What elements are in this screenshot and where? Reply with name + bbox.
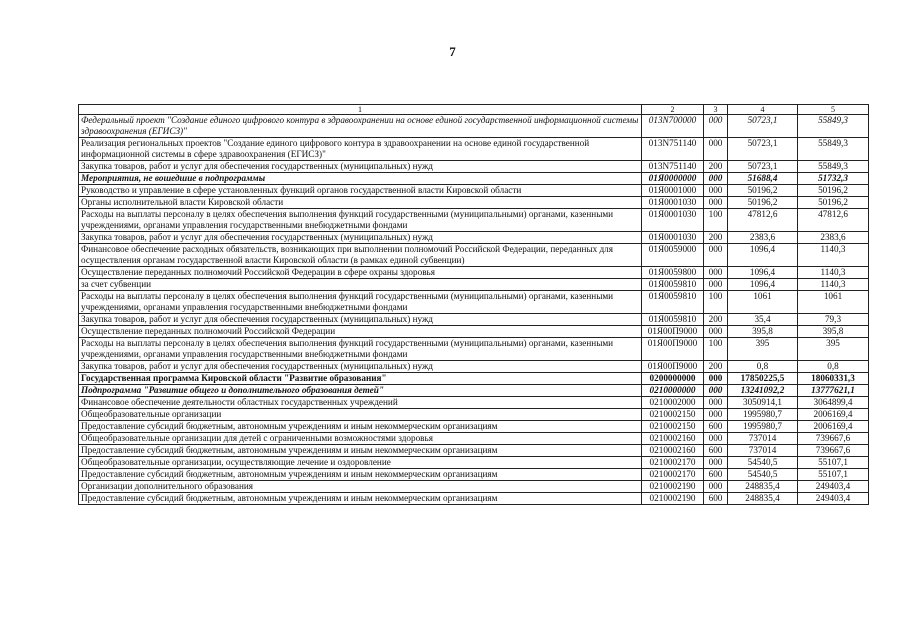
row-vr-cell: 000 — [704, 173, 728, 185]
row-code-cell: 0210002170 — [642, 469, 704, 481]
row-name-cell: Закупка товаров, работ и услуг для обеспечения государственных (муниципальных) нужд — [79, 314, 642, 326]
row-name-cell: Предоставление субсидий бюджетным, автономным учреждениям и иным некоммерческим организациям — [79, 493, 642, 505]
row-vr-cell: 200 — [704, 161, 728, 173]
table-row — [79, 338, 869, 361]
row-value-2020-cell: 55849,3 — [798, 138, 869, 161]
table-row — [79, 433, 869, 445]
table-row — [79, 457, 869, 469]
row-value-2020-cell: 1140,3 — [798, 244, 869, 267]
table-row — [79, 279, 869, 291]
row-value-2020-cell: 2383,6 — [798, 232, 869, 244]
table-row — [79, 385, 869, 397]
row-vr-cell: 000 — [704, 457, 728, 469]
row-value-2019-cell: 2383,6 — [728, 232, 798, 244]
row-vr-cell: 000 — [704, 433, 728, 445]
row-vr-cell: 000 — [704, 138, 728, 161]
row-name-cell: Федеральный проект "Создание единого цифрового контура в здравоохранении на основе единой государственной информационной системы здравоохранения (ЕГИСЗ)" — [79, 115, 642, 138]
row-vr-cell: 000 — [704, 115, 728, 138]
row-vr-cell: 000 — [704, 197, 728, 209]
row-value-2019-cell: 1995980,7 — [728, 409, 798, 421]
table-row — [79, 445, 869, 457]
table-row — [79, 409, 869, 421]
table-row — [79, 481, 869, 493]
row-value-2020-cell: 249403,4 — [798, 493, 869, 505]
row-name-cell: Мероприятия, не вошедшие в подпрограммы — [79, 173, 642, 185]
row-value-2019-cell: 1096,4 — [728, 267, 798, 279]
row-name-cell: за счет субвенции — [79, 279, 642, 291]
table-row — [79, 291, 869, 314]
row-value-2020-cell: 3064899,4 — [798, 397, 869, 409]
row-code-cell: 01Я0001000 — [642, 185, 704, 197]
table-row — [79, 161, 869, 173]
row-vr-cell: 600 — [704, 445, 728, 457]
row-code-cell: 01Я0059810 — [642, 279, 704, 291]
row-value-2019-cell: 0,8 — [728, 361, 798, 373]
row-vr-cell: 000 — [704, 267, 728, 279]
row-code-cell: 0210002160 — [642, 433, 704, 445]
table-row — [79, 232, 869, 244]
row-value-2019-cell: 1061 — [728, 291, 798, 314]
row-value-2020-cell: 13777621,1 — [798, 385, 869, 397]
row-code-cell: 0210002160 — [642, 445, 704, 457]
page-number: 7 — [449, 44, 456, 59]
row-value-2020-cell: 0,8 — [798, 361, 869, 373]
budget-table — [78, 104, 869, 505]
row-value-2019-cell: 50196,2 — [728, 197, 798, 209]
row-value-2019-cell: 737014 — [728, 445, 798, 457]
row-value-2019-cell: 1096,4 — [728, 279, 798, 291]
row-value-2019-cell: 248835,4 — [728, 481, 798, 493]
table-row — [79, 314, 869, 326]
row-code-cell: 01Я00П9000 — [642, 338, 704, 361]
row-value-2019-cell: 54540,5 — [728, 457, 798, 469]
table-row — [79, 197, 869, 209]
row-name-cell: Предоставление субсидий бюджетным, автономным учреждениям и иным некоммерческим организациям — [79, 469, 642, 481]
row-code-cell: 013N751140 — [642, 161, 704, 173]
row-value-2020-cell: 1140,3 — [798, 267, 869, 279]
row-code-cell: 01Я0001030 — [642, 197, 704, 209]
row-value-2020-cell: 47812,6 — [798, 209, 869, 232]
row-code-cell: 01Я0001030 — [642, 232, 704, 244]
table-row — [79, 209, 869, 232]
row-value-2019-cell: 17850225,5 — [728, 373, 798, 385]
row-value-2020-cell: 395,8 — [798, 326, 869, 338]
row-value-2019-cell: 50723,1 — [728, 138, 798, 161]
row-value-2020-cell: 50196,2 — [798, 185, 869, 197]
table-row — [79, 397, 869, 409]
row-value-2020-cell: 51732,3 — [798, 173, 869, 185]
row-vr-cell: 000 — [704, 481, 728, 493]
table-body — [79, 115, 869, 505]
column-header-5: 5 — [798, 105, 869, 115]
row-name-cell: Финансовое обеспечение расходных обязательств, возникающих при выполнении полномочий Российской Федерации, переданных для осуществления органам государственной власти Кировской области (в рамках единой субвенции) — [79, 244, 642, 267]
column-header-4: 4 — [728, 105, 798, 115]
row-vr-cell: 100 — [704, 291, 728, 314]
row-value-2020-cell: 50196,2 — [798, 197, 869, 209]
row-code-cell: 0210002150 — [642, 409, 704, 421]
row-value-2020-cell: 395 — [798, 338, 869, 361]
row-code-cell: 01Я0059810 — [642, 291, 704, 314]
row-name-cell: Предоставление субсидий бюджетным, автономным учреждениям и иным некоммерческим организациям — [79, 421, 642, 433]
row-name-cell: Государственная программа Кировской области "Развитие образования" — [79, 373, 642, 385]
row-value-2020-cell: 739667,6 — [798, 433, 869, 445]
row-code-cell: 0210002150 — [642, 421, 704, 433]
row-value-2020-cell: 55849,3 — [798, 115, 869, 138]
row-value-2020-cell: 79,3 — [798, 314, 869, 326]
row-vr-cell: 100 — [704, 338, 728, 361]
row-vr-cell: 000 — [704, 326, 728, 338]
row-code-cell: 01Я00П9000 — [642, 326, 704, 338]
table-row — [79, 115, 869, 138]
row-name-cell: Закупка товаров, работ и услуг для обеспечения государственных (муниципальных) нужд — [79, 361, 642, 373]
table-row — [79, 244, 869, 267]
row-value-2019-cell: 50723,1 — [728, 161, 798, 173]
row-code-cell: 01Я0000000 — [642, 173, 704, 185]
row-vr-cell: 000 — [704, 185, 728, 197]
row-name-cell: Осуществление переданных полномочий Российской Федерации в сфере охраны здоровья — [79, 267, 642, 279]
row-value-2019-cell: 3050914,1 — [728, 397, 798, 409]
row-value-2020-cell: 1140,3 — [798, 279, 869, 291]
row-code-cell: 01Я0059800 — [642, 267, 704, 279]
row-value-2019-cell: 395,8 — [728, 326, 798, 338]
row-name-cell: Финансовое обеспечение деятельности областных государственных учреждений — [79, 397, 642, 409]
row-value-2019-cell: 35,4 — [728, 314, 798, 326]
row-name-cell: Органы исполнительной власти Кировской области — [79, 197, 642, 209]
row-vr-cell: 200 — [704, 314, 728, 326]
row-name-cell: Подпрограмма "Развитие общего и дополнительного образования детей" — [79, 385, 642, 397]
row-vr-cell: 000 — [704, 373, 728, 385]
row-value-2019-cell: 248835,4 — [728, 493, 798, 505]
table-row — [79, 469, 869, 481]
row-name-cell: Реализация региональных проектов "Создание единого цифрового контура в здравоохранении на основе единой государственной информационной системы в сфере здравоохранения (ЕГИСЗ)" — [79, 138, 642, 161]
row-vr-cell: 000 — [704, 397, 728, 409]
row-code-cell: 0210002190 — [642, 493, 704, 505]
row-code-cell: 0200000000 — [642, 373, 704, 385]
column-header-1: 1 — [79, 105, 642, 115]
row-code-cell: 0210002170 — [642, 457, 704, 469]
column-header-3: 3 — [704, 105, 728, 115]
table-header-row — [79, 105, 869, 115]
table-row — [79, 173, 869, 185]
row-value-2020-cell: 739667,6 — [798, 445, 869, 457]
row-name-cell: Руководство и управление в сфере установленных функций органов государственной власти Кировской области — [79, 185, 642, 197]
row-vr-cell: 600 — [704, 421, 728, 433]
table-row — [79, 185, 869, 197]
row-name-cell: Закупка товаров, работ и услуг для обеспечения государственных (муниципальных) нужд — [79, 232, 642, 244]
row-code-cell: 01Я0001030 — [642, 209, 704, 232]
row-value-2019-cell: 13241092,2 — [728, 385, 798, 397]
table-row — [79, 493, 869, 505]
column-header-2: 2 — [642, 105, 704, 115]
row-name-cell: Закупка товаров, работ и услуг для обеспечения государственных (муниципальных) нужд — [79, 161, 642, 173]
row-value-2019-cell: 50723,1 — [728, 115, 798, 138]
table-row — [79, 138, 869, 161]
row-code-cell: 01Я00П9000 — [642, 361, 704, 373]
row-name-cell: Общеобразовательные организации для детей с ограниченными возможностями здоровья — [79, 433, 642, 445]
row-value-2020-cell: 55849,3 — [798, 161, 869, 173]
row-code-cell: 0210002000 — [642, 397, 704, 409]
row-value-2019-cell: 1995980,7 — [728, 421, 798, 433]
table-row — [79, 326, 869, 338]
row-code-cell: 013N700000 — [642, 115, 704, 138]
row-vr-cell: 600 — [704, 469, 728, 481]
row-code-cell: 0210002190 — [642, 481, 704, 493]
row-code-cell: 01Я0059810 — [642, 314, 704, 326]
row-value-2020-cell: 2006169,4 — [798, 409, 869, 421]
row-value-2020-cell: 249403,4 — [798, 481, 869, 493]
row-name-cell: Расходы на выплаты персоналу в целях обеспечения выполнения функций государственными (муниципальными) органами, казенными учреждениями, органами управления государственными внебюджетными фондами — [79, 209, 642, 232]
row-name-cell: Осуществление переданных полномочий Российской Федерации — [79, 326, 642, 338]
row-name-cell: Общеобразовательные организации, осуществляющие лечение и оздоровление — [79, 457, 642, 469]
row-code-cell: 01Я0059000 — [642, 244, 704, 267]
table-row — [79, 373, 869, 385]
row-name-cell: Расходы на выплаты персоналу в целях обеспечения выполнения функций государственными (муниципальными) органами, казенными учреждениями, органами управления государственными внебюджетными фондами — [79, 291, 642, 314]
row-value-2020-cell: 1061 — [798, 291, 869, 314]
table-row — [79, 267, 869, 279]
row-vr-cell: 000 — [704, 244, 728, 267]
row-value-2019-cell: 54540,5 — [728, 469, 798, 481]
row-value-2020-cell: 55107,1 — [798, 457, 869, 469]
row-vr-cell: 100 — [704, 209, 728, 232]
table-row — [79, 421, 869, 433]
row-value-2019-cell: 1096,4 — [728, 244, 798, 267]
row-value-2020-cell: 18060331,3 — [798, 373, 869, 385]
row-name-cell: Предоставление субсидий бюджетным, автономным учреждениям и иным некоммерческим организациям — [79, 445, 642, 457]
row-vr-cell: 200 — [704, 361, 728, 373]
row-value-2020-cell: 55107,1 — [798, 469, 869, 481]
table-row — [79, 361, 869, 373]
row-vr-cell: 600 — [704, 493, 728, 505]
row-name-cell: Расходы на выплаты персоналу в целях обеспечения выполнения функций государственными (муниципальными) органами, казенными учреждениями, органами управления государственными внебюджетными фондами — [79, 338, 642, 361]
row-code-cell: 0210000000 — [642, 385, 704, 397]
row-value-2019-cell: 47812,6 — [728, 209, 798, 232]
row-value-2019-cell: 51688,4 — [728, 173, 798, 185]
row-vr-cell: 000 — [704, 385, 728, 397]
row-value-2019-cell: 50196,2 — [728, 185, 798, 197]
row-vr-cell: 200 — [704, 232, 728, 244]
row-name-cell: Общеобразовательные организации — [79, 409, 642, 421]
row-vr-cell: 000 — [704, 409, 728, 421]
row-name-cell: Организации дополнительного образования — [79, 481, 642, 493]
row-value-2019-cell: 737014 — [728, 433, 798, 445]
row-code-cell: 013N751140 — [642, 138, 704, 161]
row-value-2019-cell: 395 — [728, 338, 798, 361]
row-vr-cell: 000 — [704, 279, 728, 291]
row-value-2020-cell: 2006169,4 — [798, 421, 869, 433]
